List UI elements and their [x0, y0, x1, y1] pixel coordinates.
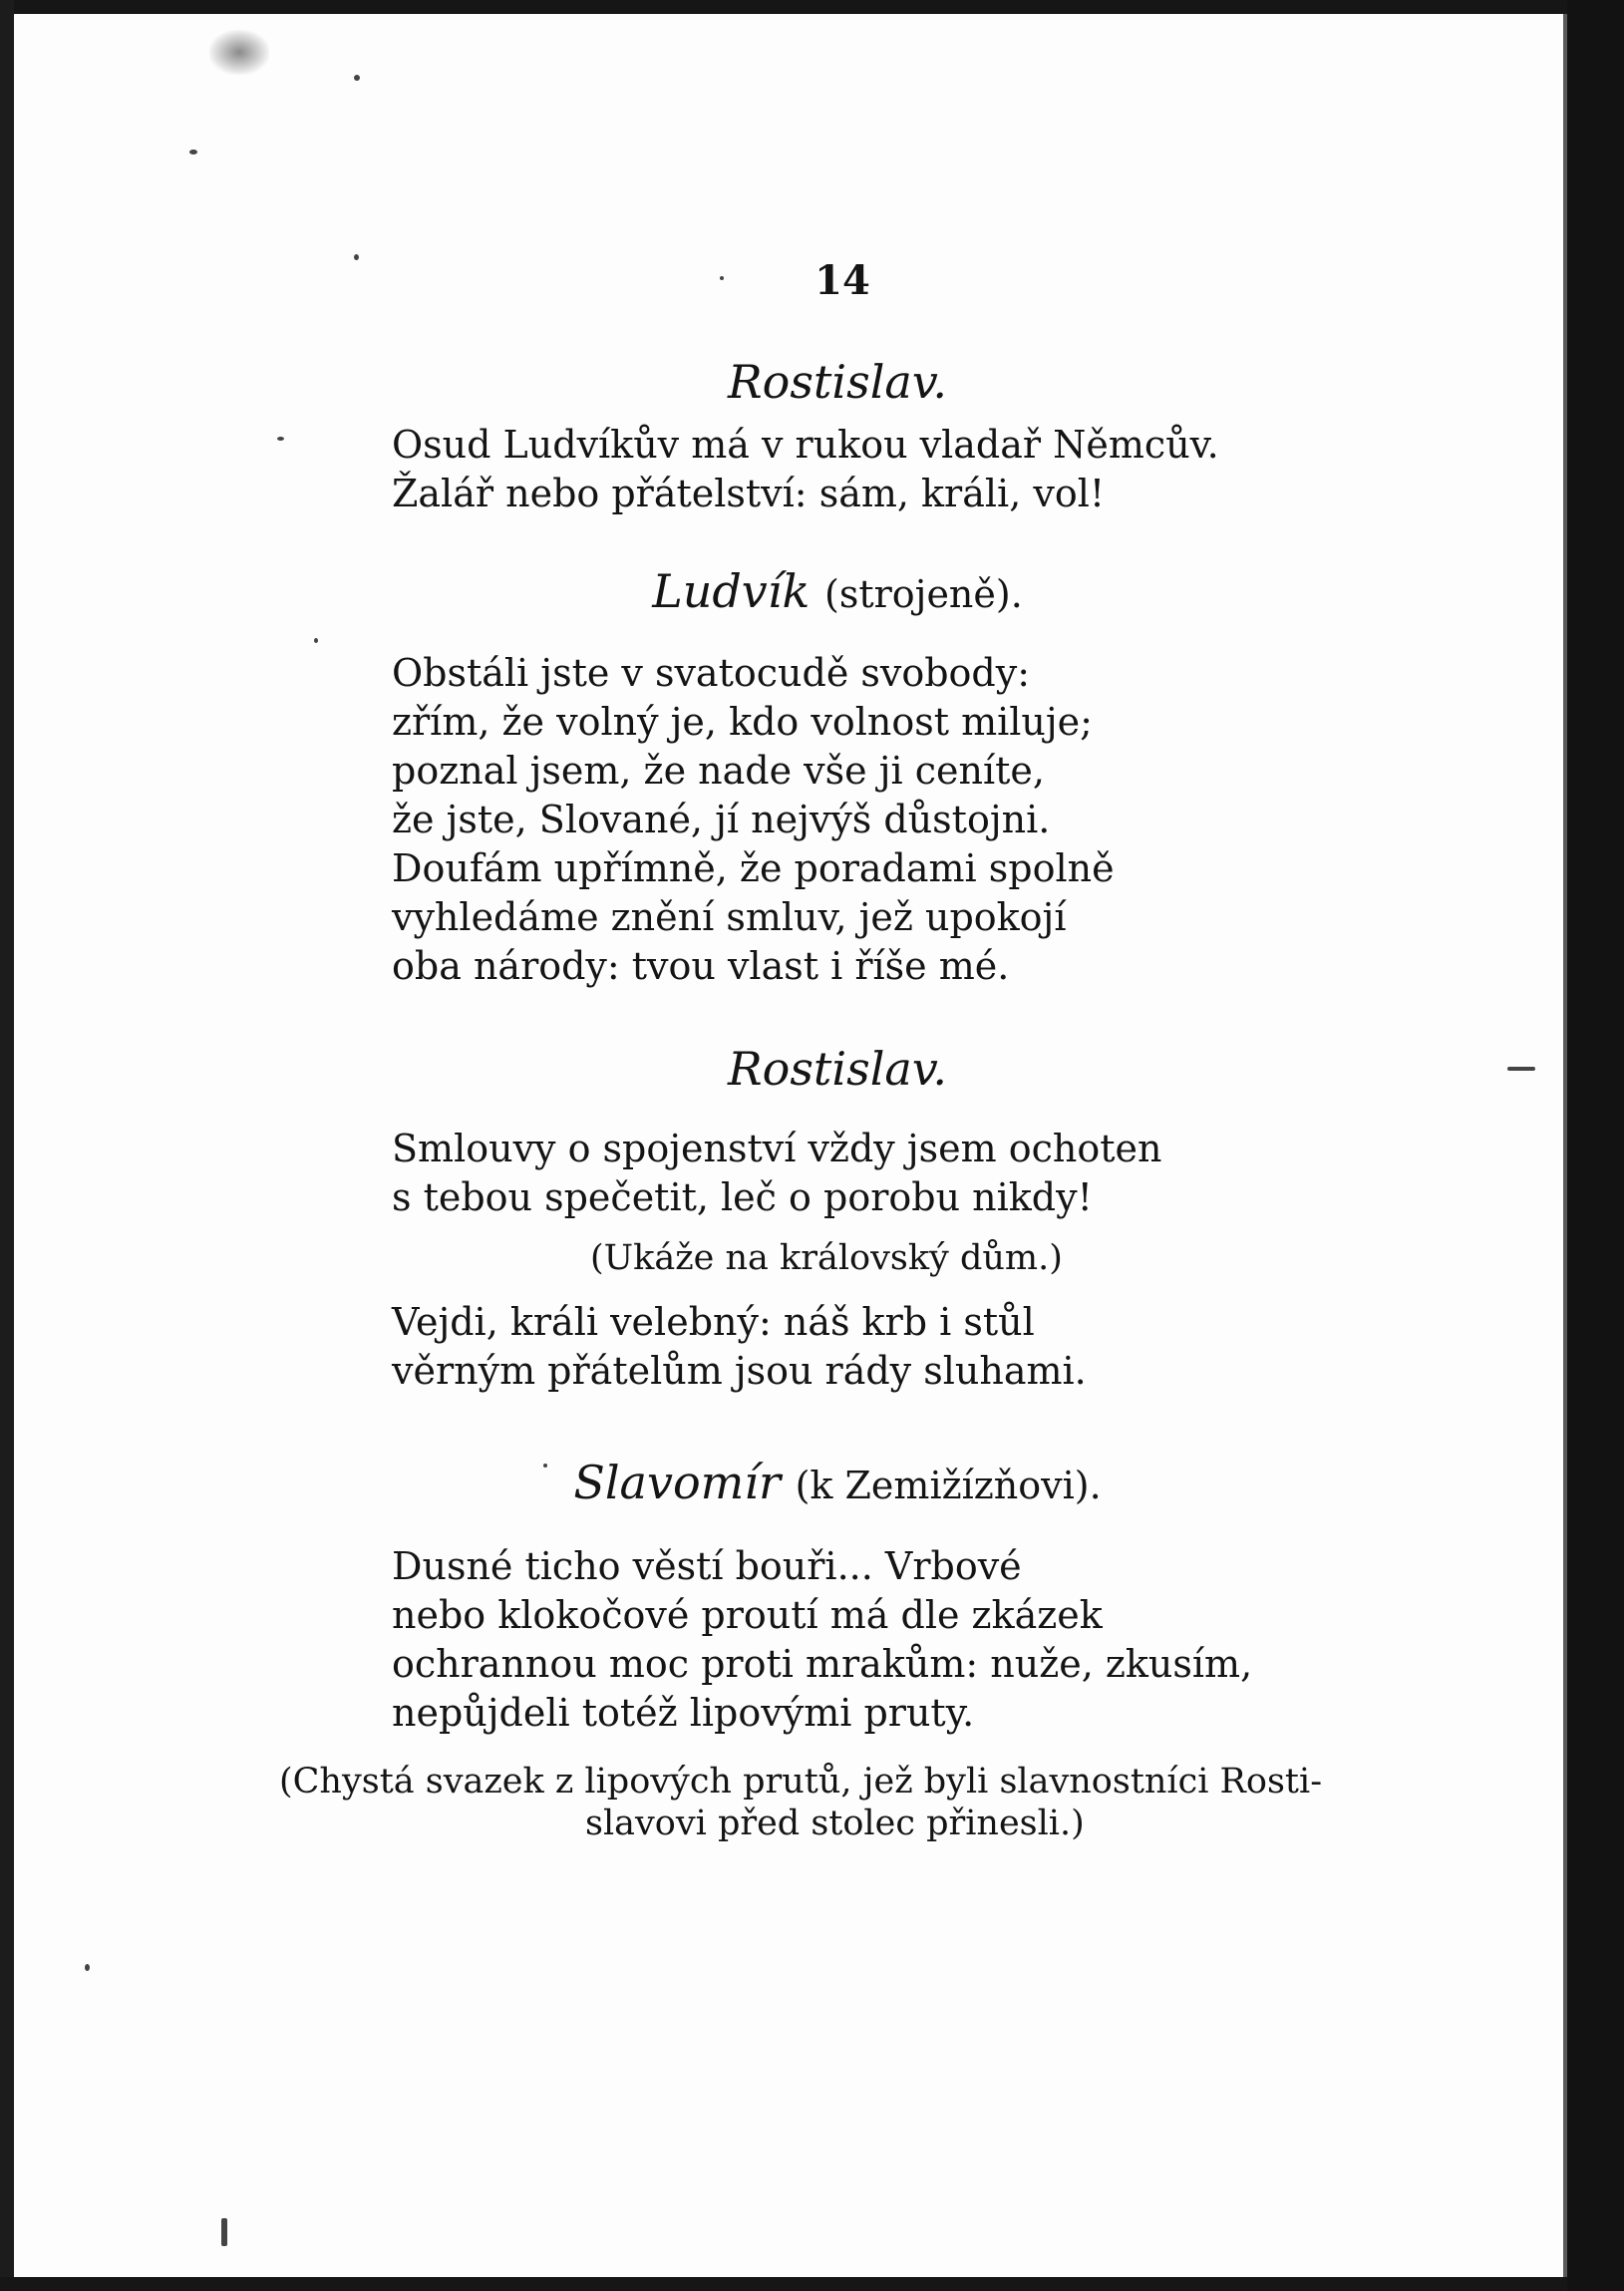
verse-line: Smlouvy o spojenství vždy jsem ochoten	[392, 1127, 1162, 1170]
verse-line: poznal jsem, že nade vše ji ceníte,	[392, 749, 1045, 793]
verse-line: věrným přátelům jsou rády sluhami.	[392, 1349, 1087, 1393]
verse-block	[392, 649, 1115, 991]
speck	[720, 276, 724, 280]
speaker-name: Rostislav.	[727, 1042, 948, 1096]
stage-direction: (Ukáže na královský dům.)	[590, 1238, 1063, 1278]
closing-stage-direction	[279, 1761, 1416, 1844]
verse-line: vyhledáme znění smluv, jež upokojí	[392, 895, 1067, 939]
page-edge-shadow	[1563, 14, 1567, 2277]
speck	[354, 254, 359, 260]
speaker-heading	[538, 1456, 1137, 1509]
closing-line: (Chystá svazek z lipových prutů, jež byli slavnostníci Rosti-	[279, 1762, 1323, 1801]
page-number: 14	[814, 257, 870, 304]
speaker-direction: (strojeně).	[824, 572, 1023, 616]
speaker-direction: (k Zemižízňovi).	[795, 1464, 1102, 1507]
speaker-heading	[638, 355, 1037, 409]
verse-block	[392, 1542, 1252, 1738]
verse-line: Obstáli jste v svatocudě svobody:	[392, 651, 1031, 695]
speck	[221, 2218, 227, 2246]
speck	[1507, 1067, 1535, 1071]
verse-line: ochrannou moc proti mrakům: nuže, zkusím,	[392, 1642, 1253, 1686]
verse-block	[392, 421, 1219, 518]
scan-border-top	[0, 0, 1624, 14]
verse-line: oba národy: tvou vlast i říše mé.	[392, 944, 1010, 988]
verse-line: Osud Ludvíkův má v rukou vladař Němcův.	[392, 423, 1219, 467]
verse-line: nebo klokočové proutí má dle zkázek	[392, 1593, 1103, 1637]
verse-line: s tebou spečetit, leč o porobu nikdy!	[392, 1175, 1093, 1219]
verse-line: Žalář nebo přátelství: sám, králi, vol!	[392, 472, 1106, 515]
speaker-heading	[638, 1042, 1037, 1096]
speaker-name: Rostislav.	[727, 355, 948, 409]
verse-block	[392, 1125, 1161, 1222]
speck	[354, 75, 360, 81]
speaker-heading	[558, 564, 1117, 618]
speck	[85, 1964, 90, 1971]
verse-line: Vejdi, králi velebný: náš krb i stůl	[392, 1300, 1035, 1344]
ink-stain	[209, 30, 269, 75]
verse-line: nepůjdeli totéž lipovými pruty.	[392, 1691, 975, 1735]
verse-line: Dusné ticho věstí bouři... Vrbové	[392, 1544, 1022, 1588]
verse-line: zřím, že volný je, kdo volnost miluje;	[392, 700, 1093, 744]
verse-block	[392, 1298, 1087, 1396]
verse-line: že jste, Slované, jí nejvýš důstojni.	[392, 798, 1051, 841]
speck	[189, 150, 197, 155]
speaker-name: Slavomír	[573, 1456, 781, 1509]
speaker-name: Ludvík	[652, 564, 811, 618]
verse-line: Doufám upřímně, že poradami spolně	[392, 846, 1115, 890]
speck	[314, 638, 318, 643]
closing-line: slavovi před stolec přinesli.)	[585, 1803, 1085, 1843]
scan-border-left	[0, 0, 14, 2291]
scan-border-bottom	[0, 2277, 1624, 2291]
scan-border-right	[1567, 0, 1624, 2291]
speck	[277, 437, 284, 441]
